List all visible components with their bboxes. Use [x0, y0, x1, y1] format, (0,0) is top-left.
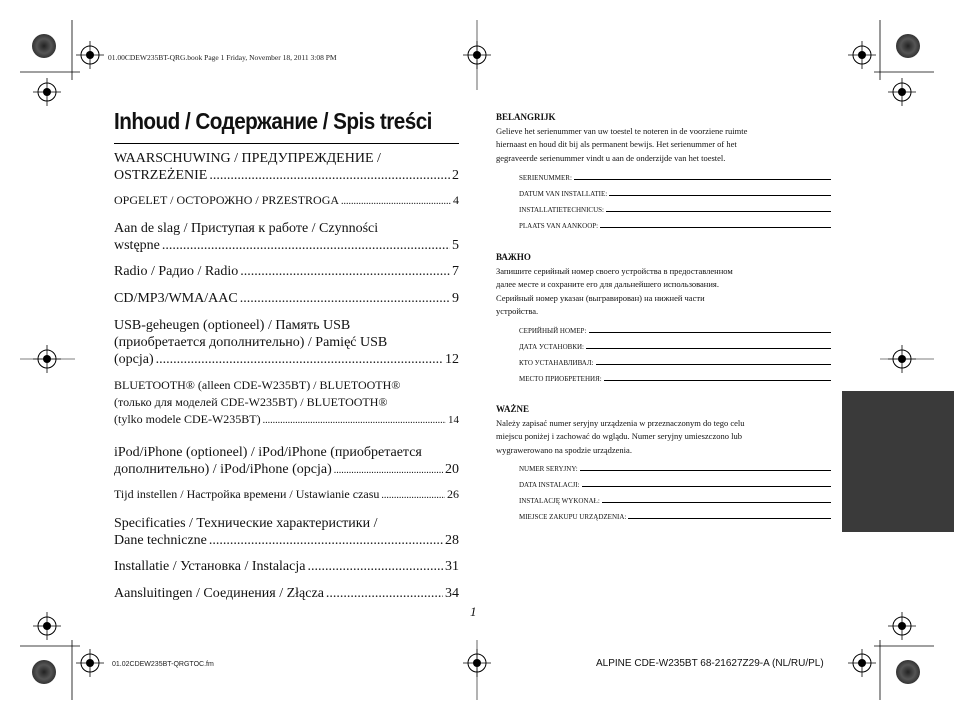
toc-page: 5: [452, 238, 459, 253]
toc-text: CD/MP3/WMA/AAC: [114, 291, 238, 306]
toc-text: Radio / Радио / Radio: [114, 264, 239, 279]
toc-line: BLUETOOTH® (alleen CDE-W235BT) / BLUETOOTH®: [114, 378, 401, 392]
toc-line: WAARSCHUWING / ПРЕДУПРЕЖДЕНИЕ /: [114, 151, 381, 166]
toc-text: wstępne: [114, 238, 160, 253]
toc-entry-getting-started[interactable]: [114, 220, 459, 254]
toc-text: Installatie / Установка / Instalacja: [114, 559, 306, 574]
toc-entry-radio[interactable]: [114, 263, 459, 280]
section-heading-pl: WAŻNE: [496, 404, 530, 414]
toc-line: iPod/iPhone (optioneel) / iPod/iPhone (приобретается: [114, 445, 422, 460]
page-title: Inhoud / Содержание / Spis treści: [114, 108, 432, 134]
body-line: Запишите серийный номер своего устройства в предоставленном: [496, 266, 733, 276]
toc-entry-usb[interactable]: [114, 317, 459, 368]
field-place-nl[interactable]: PLAATS VAN AANKOOP:: [519, 219, 831, 230]
toc-page: 28: [445, 533, 459, 548]
toc-line: USB-geheugen (optioneel) / Память USB: [114, 318, 351, 333]
field-serial-nl[interactable]: SERIENUMMER:: [519, 171, 831, 182]
section-heading-ru: ВАЖНО: [496, 252, 531, 262]
section-heading-nl: BELANGRIJK: [496, 112, 556, 122]
body-line: далее месте и сохраните его для дальнейшего использования.: [496, 279, 719, 290]
body-line: miejscu poniżej i zachować do wglądu. Numer seryjny umieszczono lub: [496, 431, 742, 442]
title-divider: [114, 143, 459, 144]
toc-line: (только для моделей CDE-W235BT) / BLUETOOTH®: [114, 395, 388, 409]
toc-page: 9: [452, 291, 459, 306]
footer-filename: 01.02CDEW235BT-QRGTOC.fm: [112, 661, 214, 668]
body-line: Należy zapisać numer seryjny urządzenia w przeznaczonym do tego celu: [496, 418, 745, 428]
toc-page: 2: [452, 168, 459, 183]
toc-entry-bluetooth[interactable]: [114, 377, 459, 429]
field-serial-pl[interactable]: NUMER SERYJNY:: [519, 462, 831, 473]
toc-text: OPGELET / ОСТОРОЖНО / PRZESTROGA: [114, 193, 340, 207]
field-installer-ru[interactable]: КТО УСТАНАВЛИВАЛ:: [519, 356, 831, 367]
toc-text: Aansluitingen / Соединения / Złącza: [114, 586, 324, 601]
toc-page: 26: [447, 487, 459, 501]
section-body-ru: [496, 265, 826, 318]
section-body-pl: [496, 417, 826, 457]
toc-entry-installation[interactable]: [114, 558, 459, 575]
field-place-pl[interactable]: MIEJSCE ZAKUPU URZĄDZENIA:: [519, 510, 831, 521]
toc-text: (opcja): [114, 352, 154, 367]
toc-page: 34: [445, 586, 459, 601]
body-line: wygrawerowano na spodzie urządzenia.: [496, 444, 632, 455]
toc-page: 14: [448, 414, 459, 426]
field-installer-pl[interactable]: INSTALACJĘ WYKONAŁ:: [519, 494, 831, 505]
field-installer-nl[interactable]: INSTALLATIETECHNICUS:: [519, 203, 831, 214]
toc-text: Tijd instellen / Настройка времени / Ustawianie czasu: [114, 487, 380, 501]
section-body-nl: [496, 125, 826, 165]
toc-entry-clock[interactable]: [114, 487, 459, 503]
field-date-nl[interactable]: DATUM VAN INSTALLATIE:: [519, 187, 831, 198]
field-date-pl[interactable]: DATA INSTALACJI:: [519, 478, 831, 489]
toc-entry-ipod[interactable]: [114, 444, 459, 479]
body-line: Gelieve het serienummer van uw toestel te noteren in de voorziene ruimte: [496, 126, 748, 136]
toc-line: Specificaties / Технические характеристики /: [114, 516, 378, 531]
toc-entry-specifications[interactable]: [114, 515, 459, 549]
toc-entry-warning[interactable]: [114, 150, 459, 184]
toc-entry-caution[interactable]: [114, 193, 459, 209]
field-date-ru[interactable]: ДАТА УСТАНОВКИ:: [519, 340, 831, 351]
toc-page: 31: [445, 559, 459, 574]
toc-page: 4: [453, 193, 459, 207]
section-tab-marker: [842, 391, 954, 532]
body-line: устройства.: [496, 305, 539, 316]
toc-text: OSTRZEŻENIE: [114, 168, 208, 183]
field-place-ru[interactable]: МЕСТО ПРИОБРЕТЕНИЯ:: [519, 372, 831, 383]
toc-page: 12: [445, 352, 459, 367]
toc-page: 7: [452, 264, 459, 279]
toc-line: (приобретается дополнительно) / Pamięć USB: [114, 335, 388, 350]
toc-line: Aan de slag / Приступая к работе / Czynności: [114, 221, 379, 236]
body-line: gegraveerde serienummer vindt u aan de onderzijde van het toestel.: [496, 152, 726, 163]
color-rosette-icon: [32, 34, 56, 58]
toc-text: (tylko modele CDE-W235BT): [114, 412, 261, 426]
field-serial-ru[interactable]: СЕРИЙНЫЙ НОМЕР:: [519, 324, 831, 335]
page-number: 1: [470, 604, 477, 619]
toc-text: дополнительно) / iPod/iPhone (opcja): [114, 462, 332, 477]
book-header-note: 01.00CDEW235BT-QRG.book Page 1 Friday, November 18, 2011 3:08 PM: [108, 53, 337, 62]
toc-page: 20: [445, 462, 459, 477]
footer-model: ALPINE CDE-W235BT 68-21627Z29-A (NL/RU/PL): [596, 658, 824, 669]
toc-entry-cd[interactable]: [114, 290, 459, 307]
body-line: hiernaast en houd dit bij als permanent bewijs. Het serienummer of het: [496, 139, 737, 150]
toc-text: Dane techniczne: [114, 533, 207, 548]
toc-entry-connections[interactable]: [114, 585, 459, 602]
body-line: Серийный номер указан (выгравирован) на нижней части: [496, 292, 705, 303]
